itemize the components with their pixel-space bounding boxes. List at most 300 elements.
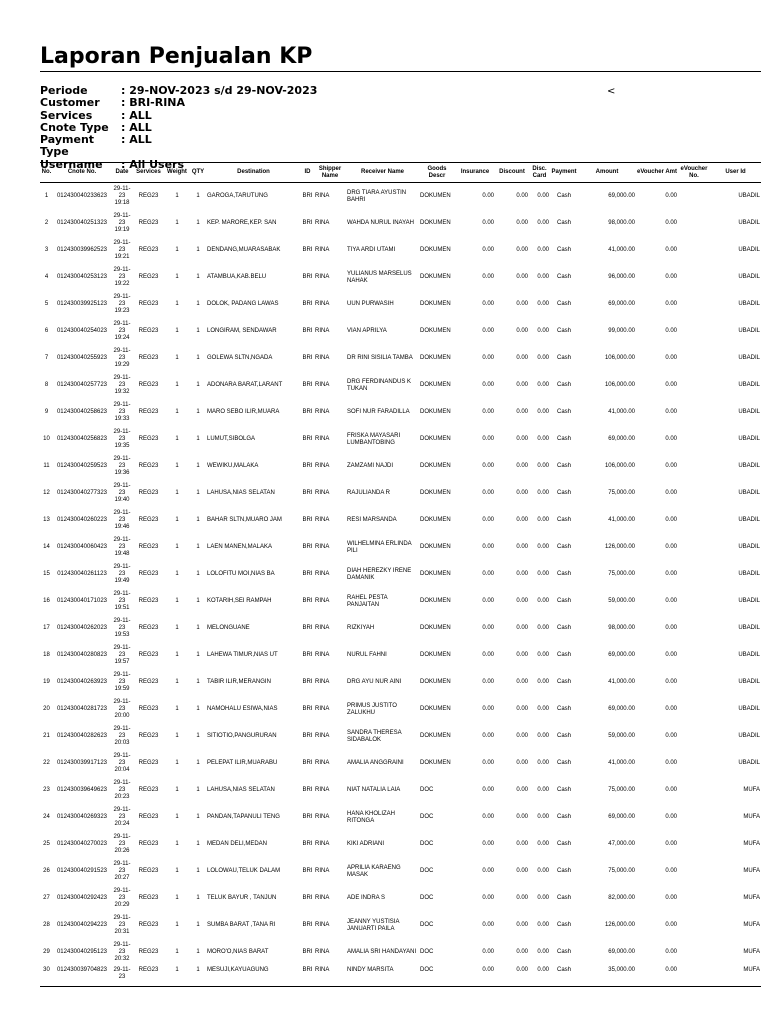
cell-evoucher-no xyxy=(678,939,710,966)
cell-insurance: 0.00 xyxy=(482,355,494,361)
cell-weight: 1 xyxy=(175,679,179,685)
cell-evoucher-amt: 0.00 xyxy=(665,733,677,739)
cell-id: BRI xyxy=(302,301,313,307)
cell-receiver: WILHELMINA ERLINDA PILI xyxy=(347,540,412,554)
cell-shipper: RINA xyxy=(315,544,330,550)
cell-evoucher-no xyxy=(678,345,710,372)
column-header: ID xyxy=(301,163,314,183)
cell-evoucher-no xyxy=(678,237,710,264)
cell-amount: 96,000.00 xyxy=(608,274,635,280)
cell-receiver: YULIANUS MARSELUS NAHAK xyxy=(347,270,412,284)
cell-user-id: UBADIL xyxy=(738,733,760,739)
table-header-row xyxy=(40,163,761,183)
cell-receiver: DR RINI SISILIA TAMBA xyxy=(347,355,413,361)
cell-evoucher-no xyxy=(678,291,710,318)
cell-no: 13 xyxy=(43,517,50,523)
filter-value: : ALL xyxy=(121,133,152,147)
table-row xyxy=(40,345,761,372)
column-header: Weight xyxy=(164,163,190,183)
cell-goods: DOKUMEN xyxy=(420,274,451,280)
cell-service: REG23 xyxy=(138,733,159,739)
cell-date: 29-11-23 19:18 xyxy=(113,186,131,206)
table-row xyxy=(40,237,761,264)
table-row xyxy=(40,912,761,939)
cell-id: BRI xyxy=(302,706,313,712)
cell-weight: 1 xyxy=(175,301,179,307)
cell-evoucher-no xyxy=(678,696,710,723)
cell-weight: 1 xyxy=(175,355,179,361)
filter-value: : All Users xyxy=(121,157,185,171)
cell-user-id: UBADIL xyxy=(738,544,760,550)
cell-no: 5 xyxy=(44,301,49,307)
cell-weight: 1 xyxy=(175,328,179,334)
cell-no: 9 xyxy=(44,409,49,415)
cell-payment: Cash xyxy=(556,301,571,307)
cell-cnote: 012430040269323 xyxy=(56,814,108,820)
cell-service: REG23 xyxy=(138,868,159,874)
report-filters xyxy=(40,85,317,171)
cell-insurance: 0.00 xyxy=(482,193,494,199)
cell-cnote: 012430040295123 xyxy=(56,949,108,955)
cell-weight: 1 xyxy=(175,787,179,793)
cell-receiver: RESI MARSANDA xyxy=(347,517,397,523)
cell-qty: 1 xyxy=(196,652,200,658)
cell-no: 28 xyxy=(43,922,50,928)
cell-payment: Cash xyxy=(556,274,571,280)
cell-destination: LOLOWAU,TELUK DALAM xyxy=(207,868,281,874)
cell-id: BRI xyxy=(302,517,313,523)
cell-evoucher-amt: 0.00 xyxy=(665,355,677,361)
cell-amount: 41,000.00 xyxy=(608,247,635,253)
cell-no: 8 xyxy=(44,382,49,388)
table-row xyxy=(40,615,761,642)
cell-goods: DOC xyxy=(420,949,434,955)
cell-user-id: MUFA xyxy=(743,895,760,901)
cell-weight: 1 xyxy=(175,436,179,442)
cell-discount: 0.00 xyxy=(516,490,528,496)
cell-evoucher-amt: 0.00 xyxy=(665,787,677,793)
cell-insurance: 0.00 xyxy=(482,463,494,469)
cell-shipper: RINA xyxy=(315,382,330,388)
cell-receiver: TIYA ARDI UTAMI xyxy=(347,247,396,253)
cell-destination: MARO SEBO ILIR,MUARA xyxy=(207,409,280,415)
cell-date: 29-11-23 19:32 xyxy=(113,375,131,395)
cell-no: 4 xyxy=(44,274,49,280)
cell-insurance: 0.00 xyxy=(482,490,494,496)
cell-user-id: UBADIL xyxy=(738,652,760,658)
cell-id: BRI xyxy=(302,544,313,550)
cell-discount: 0.00 xyxy=(516,652,528,658)
cell-amount: 41,000.00 xyxy=(608,409,635,415)
cell-no: 6 xyxy=(44,328,49,334)
cell-amount: 75,000.00 xyxy=(608,787,635,793)
cell-discount: 0.00 xyxy=(516,868,528,874)
cell-destination: LOLOFITU MOI,NIAS BA xyxy=(207,571,275,577)
cell-shipper: RINA xyxy=(315,625,330,631)
cell-evoucher-amt: 0.00 xyxy=(665,247,677,253)
cell-cnote: 012430040256823 xyxy=(56,436,108,442)
cell-amount: 41,000.00 xyxy=(608,517,635,523)
cell-insurance: 0.00 xyxy=(482,949,494,955)
cell-disc-card: 0.00 xyxy=(537,868,549,874)
cell-evoucher-amt: 0.00 xyxy=(665,382,677,388)
cell-evoucher-no xyxy=(678,723,710,750)
table-row xyxy=(40,723,761,750)
cell-evoucher-amt: 0.00 xyxy=(665,652,677,658)
cell-user-id: MUFA xyxy=(743,787,760,793)
cell-shipper: RINA xyxy=(315,355,330,361)
cell-weight: 1 xyxy=(175,922,179,928)
cell-destination: GOLEWA SLTN,NGADA xyxy=(207,355,273,361)
cell-no: 27 xyxy=(43,895,50,901)
cell-id: BRI xyxy=(302,949,313,955)
cell-discount: 0.00 xyxy=(516,409,528,415)
cell-discount: 0.00 xyxy=(516,193,528,199)
cell-id: BRI xyxy=(302,274,313,280)
cell-evoucher-amt: 0.00 xyxy=(665,517,677,523)
cell-shipper: RINA xyxy=(315,895,330,901)
cell-goods: DOKUMEN xyxy=(420,463,451,469)
cell-no: 19 xyxy=(43,679,50,685)
cell-payment: Cash xyxy=(556,922,571,928)
cell-no: 7 xyxy=(44,355,49,361)
cell-insurance: 0.00 xyxy=(482,733,494,739)
cell-weight: 1 xyxy=(175,382,179,388)
cell-evoucher-amt: 0.00 xyxy=(665,598,677,604)
cell-amount: 82,000.00 xyxy=(608,895,635,901)
cell-disc-card: 0.00 xyxy=(537,787,549,793)
cell-receiver: NIAT NATALIA LAIA xyxy=(347,787,401,793)
cell-service: REG23 xyxy=(138,544,159,550)
cell-shipper: RINA xyxy=(315,247,330,253)
cell-disc-card: 0.00 xyxy=(537,247,549,253)
filter-label: Customer xyxy=(40,96,100,110)
table-row xyxy=(40,858,761,885)
cell-evoucher-amt: 0.00 xyxy=(665,409,677,415)
cell-insurance: 0.00 xyxy=(482,274,494,280)
table-row xyxy=(40,939,761,966)
cell-goods: DOKUMEN xyxy=(420,301,451,307)
cell-payment: Cash xyxy=(556,436,571,442)
cell-weight: 1 xyxy=(175,409,179,415)
cell-date: 29-11-23 20:23 xyxy=(113,780,131,800)
table-bottom-rule xyxy=(40,986,761,987)
filter-value: : ALL xyxy=(121,120,152,134)
cell-weight: 1 xyxy=(175,760,179,766)
cell-qty: 1 xyxy=(196,814,200,820)
cell-insurance: 0.00 xyxy=(482,517,494,523)
cell-discount: 0.00 xyxy=(516,760,528,766)
cell-destination: LAHUSA,NIAS SELATAN xyxy=(207,490,275,496)
column-header: Payment xyxy=(550,163,578,183)
cell-cnote: 012430040233623 xyxy=(56,193,108,199)
cell-goods: DOKUMEN xyxy=(420,193,451,199)
cell-cnote: 012430039962523 xyxy=(56,247,108,253)
cell-service: REG23 xyxy=(138,598,159,604)
cell-cnote: 012430040255923 xyxy=(56,355,108,361)
cell-discount: 0.00 xyxy=(516,841,528,847)
cell-insurance: 0.00 xyxy=(482,652,494,658)
cell-insurance: 0.00 xyxy=(482,328,494,334)
cell-user-id: UBADIL xyxy=(738,436,760,442)
cell-weight: 1 xyxy=(175,544,179,550)
cell-shipper: RINA xyxy=(315,463,330,469)
cell-amount: 35,000.00 xyxy=(608,967,635,973)
cell-receiver: DRG TIARA AYUSTIN BAHRI xyxy=(347,189,407,203)
cell-no: 23 xyxy=(43,787,50,793)
cell-discount: 0.00 xyxy=(516,787,528,793)
table-row xyxy=(40,453,761,480)
cell-receiver: ADE INDRA S xyxy=(347,895,386,901)
cell-discount: 0.00 xyxy=(516,301,528,307)
cell-service: REG23 xyxy=(138,463,159,469)
cell-insurance: 0.00 xyxy=(482,814,494,820)
cell-weight: 1 xyxy=(175,517,179,523)
cell-service: REG23 xyxy=(138,841,159,847)
cell-qty: 1 xyxy=(196,301,200,307)
cell-disc-card: 0.00 xyxy=(537,652,549,658)
cell-user-id: UBADIL xyxy=(738,625,760,631)
cell-date: 29-11-23 20:27 xyxy=(113,861,131,881)
cell-service: REG23 xyxy=(138,409,159,415)
cell-discount: 0.00 xyxy=(516,571,528,577)
cell-evoucher-amt: 0.00 xyxy=(665,436,677,442)
cell-destination: ATAMBUA,KAB.BELU xyxy=(207,274,267,280)
cell-destination: MESUJI,KAYUAGUNG xyxy=(207,967,269,973)
cell-shipper: RINA xyxy=(315,760,330,766)
cell-evoucher-no xyxy=(678,453,710,480)
cell-disc-card: 0.00 xyxy=(537,463,549,469)
cell-disc-card: 0.00 xyxy=(537,625,549,631)
cell-no: 30 xyxy=(43,967,50,973)
cell-service: REG23 xyxy=(138,355,159,361)
cell-receiver: DRG FERDINANDUS K TUKAN xyxy=(347,378,412,392)
cell-shipper: RINA xyxy=(315,814,330,820)
cell-no: 18 xyxy=(43,652,50,658)
cell-weight: 1 xyxy=(175,868,179,874)
cell-evoucher-no xyxy=(678,183,710,211)
cell-goods: DOKUMEN xyxy=(420,517,451,523)
cell-no: 1 xyxy=(44,193,49,199)
cell-evoucher-amt: 0.00 xyxy=(665,841,677,847)
cell-cnote: 012430040294223 xyxy=(56,922,108,928)
cell-date: 29-11-23 19:19 xyxy=(113,213,131,233)
cell-user-id: MUFA xyxy=(743,868,760,874)
cell-id: BRI xyxy=(302,382,313,388)
table-row xyxy=(40,588,761,615)
cell-receiver: AMALIA ANGGRAINI xyxy=(347,760,404,766)
cell-evoucher-no xyxy=(678,777,710,804)
cell-date: 29-11-23 20:04 xyxy=(113,753,131,773)
cell-goods: DOKUMEN xyxy=(420,706,451,712)
cell-amount: 75,000.00 xyxy=(608,868,635,874)
cell-shipper: RINA xyxy=(315,652,330,658)
cell-payment: Cash xyxy=(556,868,571,874)
cell-service: REG23 xyxy=(138,220,159,226)
cell-insurance: 0.00 xyxy=(482,409,494,415)
table-row xyxy=(40,885,761,912)
column-header: Disc. Card xyxy=(529,163,550,183)
cell-weight: 1 xyxy=(175,895,179,901)
cell-service: REG23 xyxy=(138,967,159,973)
table-row xyxy=(40,777,761,804)
cell-receiver: ZAMZAMI NAJDI xyxy=(347,463,393,469)
cell-cnote: 012430040060423 xyxy=(56,544,108,550)
cell-id: BRI xyxy=(302,760,313,766)
table-row xyxy=(40,507,761,534)
table-row xyxy=(40,291,761,318)
cell-service: REG23 xyxy=(138,706,159,712)
cell-disc-card: 0.00 xyxy=(537,193,549,199)
cell-date: 29-11-23 19:59 xyxy=(113,672,131,692)
cell-payment: Cash xyxy=(556,706,571,712)
cell-weight: 1 xyxy=(175,220,179,226)
filter-value: : ALL xyxy=(121,108,152,122)
cell-user-id: UBADIL xyxy=(738,571,760,577)
cell-goods: DOC xyxy=(420,841,434,847)
cell-payment: Cash xyxy=(556,652,571,658)
cell-date: 29-11-23 19:51 xyxy=(113,591,131,611)
column-header: Receiver Name xyxy=(346,163,419,183)
cell-no: 17 xyxy=(43,625,50,631)
cell-amount: 75,000.00 xyxy=(608,571,635,577)
cell-weight: 1 xyxy=(175,274,179,280)
cell-user-id: UBADIL xyxy=(738,679,760,685)
cell-insurance: 0.00 xyxy=(482,544,494,550)
cell-receiver: NURUL FAHNI xyxy=(347,652,387,658)
cell-user-id: UBADIL xyxy=(738,301,760,307)
cell-evoucher-no xyxy=(678,264,710,291)
cell-evoucher-no xyxy=(678,399,710,426)
cell-discount: 0.00 xyxy=(516,274,528,280)
column-header: Goods Descr xyxy=(419,163,455,183)
sales-table xyxy=(40,162,761,990)
cell-no: 2 xyxy=(44,220,49,226)
cell-evoucher-no xyxy=(678,858,710,885)
cell-amount: 75,000.00 xyxy=(608,490,635,496)
cell-user-id: UBADIL xyxy=(738,490,760,496)
cell-date: 29-11-23 19:22 xyxy=(113,267,131,287)
cell-weight: 1 xyxy=(175,733,179,739)
cell-user-id: MUFA xyxy=(743,949,760,955)
cell-id: BRI xyxy=(302,436,313,442)
cell-destination: KEP. MARORE,KEP. SAN xyxy=(207,220,277,226)
cell-weight: 1 xyxy=(175,841,179,847)
column-header: Shipper Name xyxy=(314,163,346,183)
cell-weight: 1 xyxy=(175,706,179,712)
cell-destination: SITIOTIO,PANGURURAN xyxy=(207,733,277,739)
cell-service: REG23 xyxy=(138,679,159,685)
cell-disc-card: 0.00 xyxy=(537,760,549,766)
cell-payment: Cash xyxy=(556,760,571,766)
cell-disc-card: 0.00 xyxy=(537,544,549,550)
cell-payment: Cash xyxy=(556,787,571,793)
cell-discount: 0.00 xyxy=(516,463,528,469)
filter-value: : BRI-RINA xyxy=(121,96,186,110)
cell-insurance: 0.00 xyxy=(482,787,494,793)
cell-qty: 1 xyxy=(196,868,200,874)
cell-cnote: 012430039704823 xyxy=(56,967,108,973)
cell-shipper: RINA xyxy=(315,274,330,280)
cell-user-id: UBADIL xyxy=(738,706,760,712)
cell-service: REG23 xyxy=(138,301,159,307)
cell-destination: DOLOK, PADANG LAWAS xyxy=(207,301,279,307)
cell-receiver: DIAH HEREZKY IRENE DAMANIK xyxy=(347,567,412,581)
cell-qty: 1 xyxy=(196,922,200,928)
cell-qty: 1 xyxy=(196,328,200,334)
cell-receiver: DRG AYU NUR AINI xyxy=(347,679,402,685)
cell-receiver: WAHDA NURUL INAYAH xyxy=(347,220,415,226)
cell-discount: 0.00 xyxy=(516,895,528,901)
cell-disc-card: 0.00 xyxy=(537,733,549,739)
cell-cnote: 012430040262023 xyxy=(56,625,108,631)
cell-date: 29-11-23 20:29 xyxy=(113,888,131,908)
cell-cnote: 012430040259523 xyxy=(56,463,108,469)
cell-date: 29-11-23 19:23 xyxy=(113,294,131,314)
cell-destination: NAMOHALU ESIWA,NIAS xyxy=(207,706,278,712)
cell-evoucher-amt: 0.00 xyxy=(665,760,677,766)
column-header: Insurance xyxy=(455,163,495,183)
cell-insurance: 0.00 xyxy=(482,967,494,973)
cell-qty: 1 xyxy=(196,571,200,577)
cell-date: 29-11-23 20:26 xyxy=(113,834,131,854)
cell-id: BRI xyxy=(302,409,313,415)
table-row xyxy=(40,183,761,211)
table-row xyxy=(40,669,761,696)
cell-date: 29-11-23 19:40 xyxy=(113,483,131,503)
report-title: Laporan Penjualan KP xyxy=(40,44,313,69)
cell-payment: Cash xyxy=(556,895,571,901)
cell-amount: 59,000.00 xyxy=(608,598,635,604)
cell-goods: DOC xyxy=(420,967,434,973)
cell-date: 29-11-23 19:53 xyxy=(113,618,131,638)
cell-date: 29-11-23 19:29 xyxy=(113,348,131,368)
cell-id: BRI xyxy=(302,652,313,658)
cell-no: 20 xyxy=(43,706,50,712)
cell-amount: 69,000.00 xyxy=(608,814,635,820)
cell-evoucher-no xyxy=(678,615,710,642)
cell-amount: 47,000.00 xyxy=(608,841,635,847)
cell-user-id: UBADIL xyxy=(738,409,760,415)
cell-qty: 1 xyxy=(196,490,200,496)
cell-amount: 69,000.00 xyxy=(608,436,635,442)
cell-evoucher-no xyxy=(678,588,710,615)
cell-destination: LONGIRAM, SENDAWAR xyxy=(207,328,277,334)
cell-amount: 106,000.00 xyxy=(604,355,635,361)
cell-evoucher-amt: 0.00 xyxy=(665,679,677,685)
cell-qty: 1 xyxy=(196,436,200,442)
cell-payment: Cash xyxy=(556,949,571,955)
cell-goods: DOC xyxy=(420,895,434,901)
cell-receiver: FRISKA MAYASARI LUMBANTOBING xyxy=(347,432,401,446)
cell-goods: DOKUMEN xyxy=(420,409,451,415)
cell-weight: 1 xyxy=(175,652,179,658)
cell-payment: Cash xyxy=(556,463,571,469)
cell-discount: 0.00 xyxy=(516,814,528,820)
cell-weight: 1 xyxy=(175,967,179,973)
cell-evoucher-no xyxy=(678,885,710,912)
cell-discount: 0.00 xyxy=(516,436,528,442)
table-row xyxy=(40,372,761,399)
filter-label: Payment Type xyxy=(40,133,95,159)
cell-no: 3 xyxy=(44,247,49,253)
cell-receiver: UUN PURWASIH xyxy=(347,301,394,307)
cell-qty: 1 xyxy=(196,760,200,766)
cell-user-id: UBADIL xyxy=(738,247,760,253)
cell-cnote: 012430040171023 xyxy=(56,598,108,604)
table-row xyxy=(40,804,761,831)
cell-cnote: 012430040277323 xyxy=(56,490,108,496)
